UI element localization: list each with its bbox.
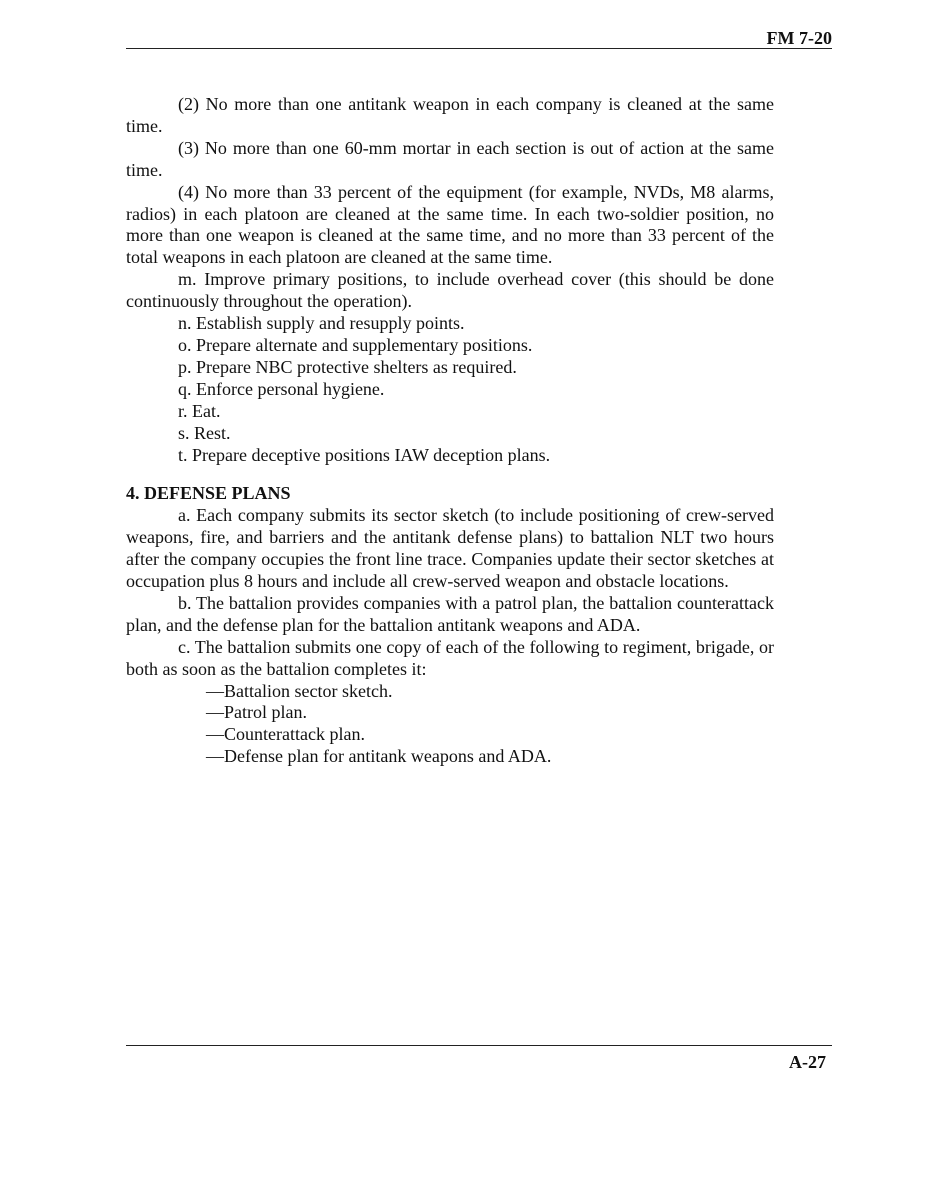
list-item-3: (3) No more than one 60-mm mortar in each section is out of action at the same time. <box>126 137 774 180</box>
task-s: s. Rest. <box>178 422 231 443</box>
task-p: p. Prepare NBC protective shelters as required. <box>178 356 517 377</box>
defense-para-b: b. The battalion provides companies with a patrol plan, the battalion counterattack plan, and the defense plan for the battalion antitank weapons and ADA. <box>126 592 774 635</box>
defense-para-a: a. Each company submits its sector sketch (to include positioning of crew-served weapons, fire, and barriers and the antitank defense plans) to battalion NLT two hours after the company occupies the front line trace. Companies update their sector sketches at occupation plus 8 hours and include all crew-served weapon and obstacle locations. <box>126 505 774 592</box>
section-heading-defense-plans: 4. DEFENSE PLANS <box>126 483 291 504</box>
list-item-2: (2) No more than one antitank weapon in each company is cleaned at the same time. <box>126 94 774 136</box>
page-body <box>126 94 774 768</box>
defense-list-item: —Defense plan for antitank weapons and ADA. <box>206 746 552 767</box>
defense-list-item: —Counterattack plan. <box>206 724 365 745</box>
task-t: t. Prepare deceptive positions IAW deception plans. <box>178 444 551 465</box>
task-o: o. Prepare alternate and supplementary positions. <box>178 334 533 355</box>
page-number: A-27 <box>789 1052 826 1072</box>
defense-list-item: —Battalion sector sketch. <box>206 680 393 701</box>
defense-list-item: —Patrol plan. <box>206 702 307 723</box>
header-doc-id: FM 7-20 <box>766 28 832 48</box>
task-n: n. Establish supply and resupply points. <box>178 313 465 334</box>
task-q: q. Enforce personal hygiene. <box>178 378 385 399</box>
header-rule <box>126 48 832 49</box>
list-item-4: (4) No more than 33 percent of the equipment (for example, NVDs, M8 alarms, radios) in each platoon are cleaned at the same time. In each two-soldier position, no more than one weapon is cleaned at the same time, and no more than 33 percent of the total weapons in each platoon are cleaned at the same time. <box>126 181 774 268</box>
task-m: m. Improve primary positions, to include overhead cover (this should be done continuously throughout the operation). <box>126 269 774 312</box>
footer-rule <box>126 1045 832 1046</box>
task-r: r. Eat. <box>178 400 221 421</box>
defense-para-c: c. The battalion submits one copy of each of the following to regiment, brigade, or both as soon as the battalion completes it: <box>126 636 774 679</box>
